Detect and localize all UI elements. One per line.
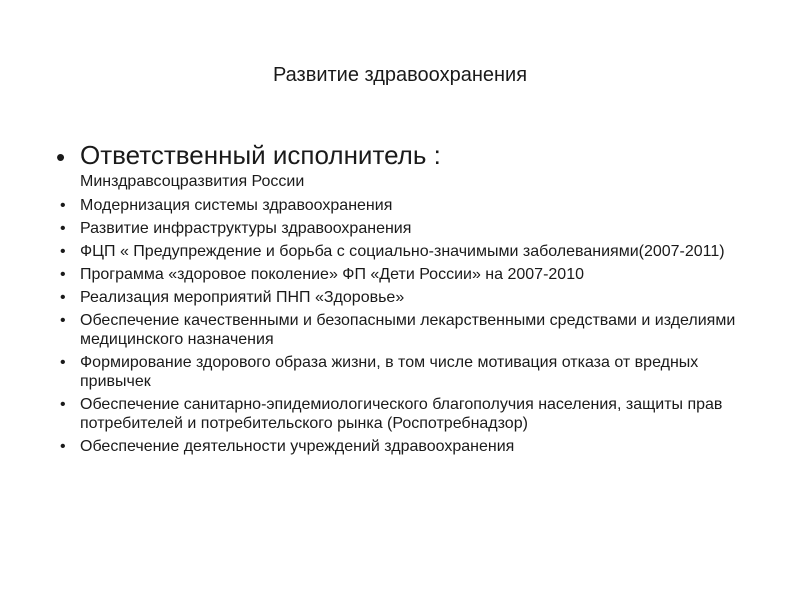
bullet-dot-icon: • <box>60 243 66 260</box>
list-item <box>56 242 756 261</box>
list-item-text: ФЦП « Предупреждение и борьба с социально-значимыми заболеваниями(2007-2011) <box>80 243 725 260</box>
list-item <box>56 353 756 391</box>
responsible-executor-name: Минздравсоцразвития России <box>80 173 305 190</box>
list-item-text: Обеспечение деятельности учреждений здравоохранения <box>80 438 515 455</box>
bullet-dot-icon: • <box>60 438 66 455</box>
responsible-executor-heading: Ответственный исполнитель : <box>80 140 441 170</box>
list-item <box>56 196 756 215</box>
bullet-dot-icon: • <box>60 220 66 237</box>
list-item <box>56 219 756 238</box>
list-item <box>56 437 756 456</box>
list-item-text: Развитие инфраструктуры здравоохранения <box>80 220 412 237</box>
list-item-text: Программа «здоровое поколение» ФП «Дети России» на 2007-2010 <box>80 266 584 283</box>
list-item-text: Модернизация системы здравоохранения <box>80 197 393 214</box>
slide-title: Развитие здравоохранения <box>272 64 528 86</box>
list-item-text: Формирование здорового образа жизни, в том числе мотивация отказа от вредных привычек <box>80 354 699 390</box>
bullet-dot-icon: • <box>60 289 66 306</box>
bullet-dot-icon: • <box>60 354 66 371</box>
list-item-text: Реализация мероприятий ПНП «Здоровье» <box>80 289 405 306</box>
list-item-text: Обеспечение качественными и безопасными лекарственными средствами и изделиями медицинского назначения <box>80 312 736 348</box>
list-item <box>56 311 756 349</box>
list-item-text: Обеспечение санитарно-эпидемиологического благополучия населения, защиты прав потребителей и потребительского рынка (Роспотребнадзор) <box>80 396 723 432</box>
bullet-dot-icon: • <box>60 312 66 329</box>
bullet-list <box>56 140 756 456</box>
list-item <box>56 288 756 307</box>
bullet-dot-icon: • <box>56 142 66 172</box>
lead-bullet-item <box>56 140 756 192</box>
list-item <box>56 265 756 284</box>
bullet-dot-icon: • <box>60 197 66 214</box>
list-item <box>56 395 756 433</box>
bullet-dot-icon: • <box>60 266 66 283</box>
bullet-dot-icon: • <box>60 396 66 413</box>
